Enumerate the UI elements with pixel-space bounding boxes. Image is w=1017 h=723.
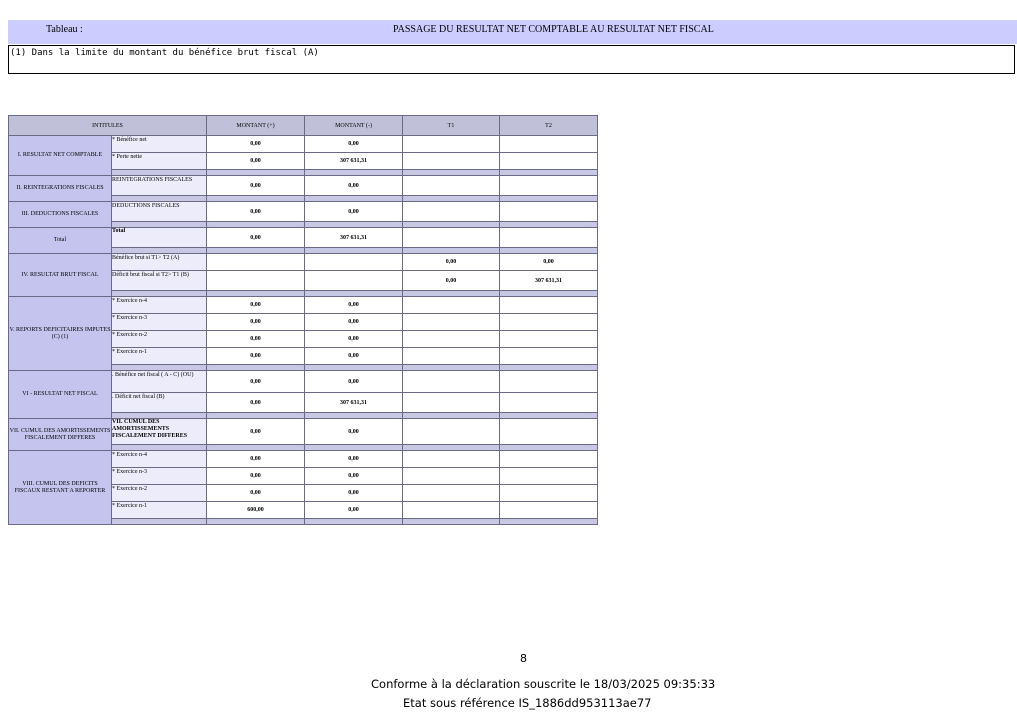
cell-t1 [403,348,500,365]
cell-t1 [403,202,500,222]
table-header-bar [8,20,1017,44]
cell-t2 [500,202,598,222]
cell-minus: 0,00 [305,485,403,502]
cell-minus [305,271,403,291]
cell-t1 [403,153,500,170]
row-label: REINTEGRATIONS FISCALES [112,176,207,196]
col-header-plus: MONTANT (+) [207,116,305,136]
cell-t2 [500,176,598,196]
section-title: VI - RESULTAT NET FISCAL [9,371,112,419]
cell-minus: 0,00 [305,348,403,365]
cell-plus: 0,00 [207,393,305,413]
cell-t2 [500,451,598,468]
section-title: VII. CUMUL DES AMORTISSEMENTS FISCALEMENT DIFFERES [9,419,112,451]
cell-minus: 0,00 [305,419,403,445]
cell-t1 [403,419,500,445]
row-label: * Exercice n-2 [112,485,207,502]
section-title: IV. RESULTAT BRUT FISCAL [9,254,112,297]
row-label: Total [112,228,207,248]
section-title: II. REINTEGRATIONS FISCALES [9,176,112,202]
reference-statement: Etat sous référence IS_1886dd953113ae77 [403,696,652,710]
section-title: Total [9,228,112,254]
cell-minus: 0,00 [305,331,403,348]
cell-plus: 0,00 [207,468,305,485]
section-title: VIII. CUMUL DES DEFICITS FISCAUX RESTANT A REPORTER [9,451,112,525]
cell-minus: 307 631,31 [305,153,403,170]
page-title: PASSAGE DU RESULTAT NET COMPTABLE AU RESULTAT NET FISCAL [393,24,714,35]
cell-t1 [403,451,500,468]
cell-plus: 0,00 [207,176,305,196]
cell-plus: 600,00 [207,502,305,519]
cell-t2 [500,314,598,331]
cell-plus: 0,00 [207,314,305,331]
row-label: * Exercice n-3 [112,468,207,485]
cell-plus: 0,00 [207,451,305,468]
cell-t2 [500,136,598,153]
row-label: VII. CUMUL DES AMORTISSEMENTS FISCALEMENT DIFFERES [112,419,207,445]
footnote-box: (1) Dans la limite du montant du bénéfice brut fiscal (A) [8,45,1015,74]
row-label: . Déficit net fiscal (B) [112,393,207,413]
cell-minus [305,254,403,271]
cell-minus: 0,00 [305,451,403,468]
cell-t1 [403,136,500,153]
row-label: * Perte nette [112,153,207,170]
section-title: V. REPORTS DEFICITAIRES IMPUTES (C) (1) [9,297,112,371]
cell-t1 [403,331,500,348]
page-number: 8 [520,652,527,665]
cell-minus: 307 631,31 [305,393,403,413]
cell-plus: 0,00 [207,348,305,365]
cell-t2: 307 631,31 [500,271,598,291]
cell-t2 [500,419,598,445]
tableau-label: Tableau : [46,24,83,35]
cell-plus: 0,00 [207,485,305,502]
cell-t2 [500,393,598,413]
cell-plus: 0,00 [207,202,305,222]
cell-t1: 0,00 [403,254,500,271]
cell-plus: 0,00 [207,153,305,170]
row-label: * Exercice n-2 [112,331,207,348]
row-label: Bénéfice brut si T1> T2 (A) [112,254,207,271]
cell-plus [207,271,305,291]
section-title: III. DEDUCTIONS FISCALES [9,202,112,228]
row-label: . Bénéfice net fiscal ( A - C) (OU) [112,371,207,393]
cell-t1 [403,297,500,314]
cell-minus: 0,00 [305,136,403,153]
cell-plus [207,254,305,271]
cell-plus: 0,00 [207,228,305,248]
cell-minus: 0,00 [305,502,403,519]
cell-minus: 0,00 [305,468,403,485]
cell-minus: 0,00 [305,202,403,222]
row-label: * Exercice n-4 [112,297,207,314]
cell-plus: 0,00 [207,331,305,348]
cell-t2 [500,228,598,248]
row-label: DEDUCTIONS FISCALES [112,202,207,222]
cell-t1 [403,502,500,519]
cell-plus: 0,00 [207,371,305,393]
cell-t2 [500,468,598,485]
col-header-minus: MONTANT (-) [305,116,403,136]
cell-t1 [403,314,500,331]
row-label: Déficit brut fiscal si T2> T1 (B) [112,271,207,291]
cell-minus: 0,00 [305,371,403,393]
row-label: * Exercice n-1 [112,502,207,519]
col-header-t1: T1 [403,116,500,136]
cell-t1: 0,00 [403,271,500,291]
cell-t2 [500,297,598,314]
cell-minus: 307 631,31 [305,228,403,248]
cell-t1 [403,228,500,248]
cell-plus: 0,00 [207,136,305,153]
col-header-intitules: INTITULES [9,116,207,136]
cell-t2 [500,331,598,348]
cell-t2 [500,485,598,502]
row-label: * Bénéfice net [112,136,207,153]
cell-t1 [403,485,500,502]
cell-t2 [500,371,598,393]
cell-t2 [500,153,598,170]
cell-t1 [403,468,500,485]
cell-t2 [500,348,598,365]
row-label: * Exercice n-1 [112,348,207,365]
cell-minus: 0,00 [305,176,403,196]
cell-t1 [403,393,500,413]
cell-t2: 0,00 [500,254,598,271]
cell-plus: 0,00 [207,419,305,445]
cell-t2 [500,502,598,519]
section-title: I. RESULTAT NET COMPTABLE [9,136,112,176]
col-header-t2: T2 [500,116,598,136]
row-label: * Exercice n-3 [112,314,207,331]
cell-minus: 0,00 [305,314,403,331]
cell-t1 [403,371,500,393]
fiscal-result-table [8,115,598,525]
row-label: * Exercice n-4 [112,451,207,468]
cell-minus: 0,00 [305,297,403,314]
conformity-statement: Conforme à la déclaration souscrite le 18/03/2025 09:35:33 [371,677,716,691]
cell-t1 [403,176,500,196]
cell-plus: 0,00 [207,297,305,314]
